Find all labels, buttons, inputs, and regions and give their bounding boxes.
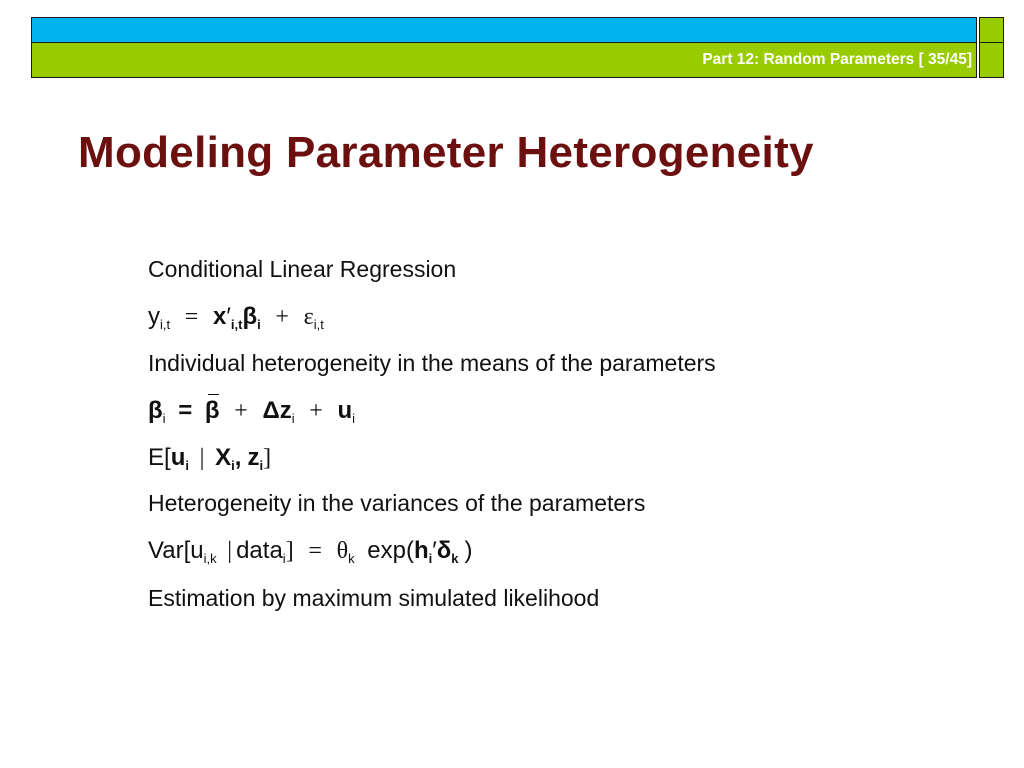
- eq1-x-prime: ′: [226, 303, 231, 330]
- eq1-beta-sub: i: [257, 317, 261, 332]
- eq3-X: X: [215, 444, 232, 471]
- eq3-z-sub: i: [259, 458, 264, 473]
- eq3-bar: |: [199, 445, 205, 471]
- header-square-top: [979, 17, 1004, 43]
- eq1-x-sub: i,t: [230, 317, 243, 332]
- eq3-z: z: [247, 444, 260, 471]
- eq2-beta-bar: β: [204, 397, 220, 424]
- eq2-z: z: [279, 397, 292, 424]
- eq4-data: data: [236, 537, 283, 564]
- equation-regression: [148, 303, 324, 332]
- eq2-beta-sub: i: [162, 411, 166, 426]
- eq2-plus-2: +: [309, 398, 323, 424]
- header-square-bottom: [979, 43, 1004, 78]
- eq3-comma: ,: [234, 444, 242, 471]
- eq3-u: u: [170, 444, 186, 471]
- eq2-delta: Δ: [262, 397, 280, 424]
- eq4-paren: ): [464, 537, 473, 564]
- eq1-equals: =: [184, 304, 199, 330]
- text-line-variance-heterogeneity: Heterogeneity in the variances of the parameters: [148, 490, 646, 516]
- eq4-delta: δ: [436, 537, 452, 564]
- eq2-u: u: [337, 397, 353, 424]
- eq4-h-sub: i: [428, 551, 433, 566]
- eq4-theta: θ: [336, 538, 349, 564]
- eq1-y-sub: i,t: [160, 317, 171, 332]
- eq1-epsilon: ε: [303, 304, 314, 330]
- eq3-X-sub: i: [231, 458, 235, 473]
- eq2-equals: =: [178, 397, 193, 424]
- eq4-h-prime: ′: [432, 537, 437, 564]
- eq2-beta: β: [148, 397, 163, 424]
- eq1-epsilon-sub: i,t: [313, 317, 324, 332]
- text-line-estimation: Estimation by maximum simulated likelihood: [148, 585, 600, 611]
- eq1-plus: +: [275, 304, 289, 330]
- eq4-equals: =: [308, 538, 322, 564]
- text-line-means-heterogeneity: Individual heterogeneity in the means of the parameters: [148, 350, 716, 376]
- eq3-u-sub: i: [185, 458, 189, 473]
- eq4-theta-sub: k: [348, 551, 355, 566]
- equation-variance-model: [148, 537, 473, 566]
- eq4-data-sub: i: [282, 551, 286, 566]
- eq1-beta: β: [242, 303, 258, 330]
- eq1-x: x: [213, 303, 227, 330]
- eq4-var-sub: i,k: [203, 551, 217, 566]
- part-label: Part 12: Random Parameters [ 35/45]: [702, 51, 972, 68]
- eq4-bar: |: [227, 538, 233, 564]
- eq1-y: y: [148, 303, 160, 330]
- eq4-exp: exp(: [367, 537, 414, 564]
- eq3-open: E[: [148, 444, 171, 471]
- eq2-plus-1: +: [234, 398, 248, 424]
- eq4-delta-sub: k: [451, 551, 459, 566]
- eq2-z-sub: i: [291, 411, 295, 426]
- eq3-close: ]: [263, 445, 272, 471]
- eq2-u-sub: i: [352, 411, 356, 426]
- eq4-h: h: [413, 537, 429, 564]
- equation-expectation: [148, 444, 271, 473]
- header-bar-top: [31, 17, 977, 43]
- eq4-close: ]: [285, 538, 294, 564]
- eq4-var: Var[u: [148, 537, 204, 564]
- equation-mean-model: [148, 397, 355, 426]
- slide-title: Modeling Parameter Heterogeneity: [78, 128, 814, 177]
- text-line-conditional-regression: Conditional Linear Regression: [148, 256, 457, 282]
